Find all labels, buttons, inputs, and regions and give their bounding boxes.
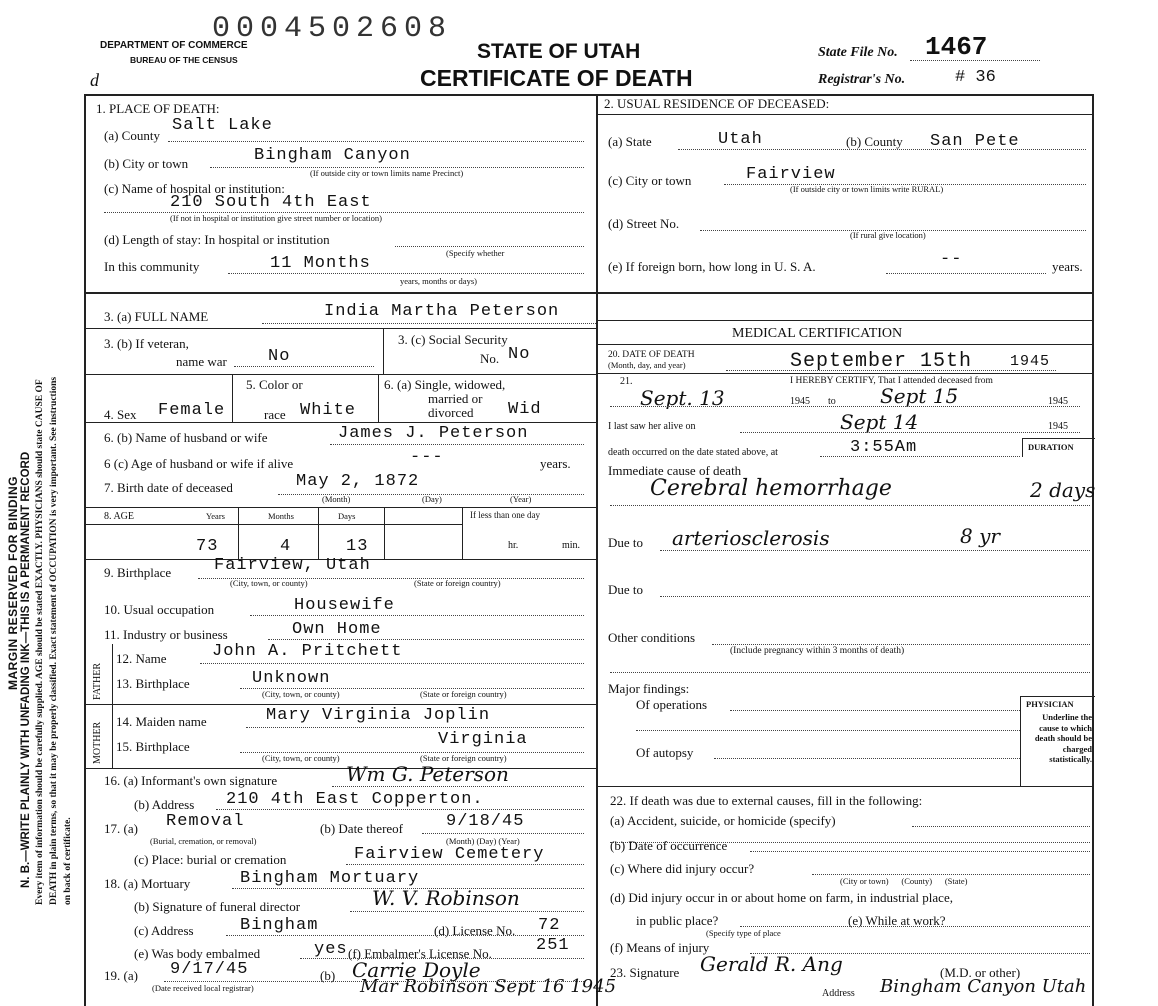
margin-binding: MARGIN RESERVED FOR BINDING [6,476,20,690]
spouse-age-label: 6 (c) Age of husband or wife if alive [104,456,294,471]
embalmer-value: 251 [536,936,570,955]
received-label: 19. (a) [104,968,138,983]
place-community-note: years, months or days) [400,276,477,286]
dod-note: (Month, day, and year) [608,360,686,370]
age-months: 4 [280,537,292,556]
immediate-duration: 2 days [1030,478,1096,502]
immediate-label: Immediate cause of death [608,463,742,478]
embalmer-label: (f) Embalmer's License No. [348,946,492,961]
state-title: STATE OF UTAH [477,40,641,63]
full-name: India Martha Peterson [324,302,560,321]
father-bp-note-1: (City, town, or county) [262,689,340,699]
removal-value: Removal [166,812,245,831]
place-specify: (Specify whether [446,248,505,258]
place-county-label: (a) County [104,128,160,143]
age-years-head: Years [206,511,225,521]
marital-label: 6. (a) Single, widowed, [384,377,506,392]
mother-name-label: 14. Maiden name [116,714,207,729]
war-label: name war [176,354,227,369]
age-lt-day: If less than one day [470,510,540,520]
due1-cause: arteriosclerosis [672,526,830,550]
race-value: White [300,401,357,420]
place-city: Bingham Canyon [254,146,411,165]
medical-heading: MEDICAL CERTIFICATION [732,326,903,341]
age-days-head: Days [338,511,356,521]
informant-address: 210 4th East Copperton. [226,790,484,809]
place-hospital-note: (If not in hospital or institution give street number or location) [170,213,382,223]
birth-year: (Year) [510,494,532,504]
serial-number: 0004502608 [212,12,453,46]
birthplace-label: 9. Birthplace [104,565,172,580]
bottom-address-label: Address [822,988,855,999]
margin-instructions: N. B.—WRITE PLAINLY WITH UNFADING INK—THIS IS A PERMANENT RECORD [20,451,32,888]
mother-label: MOTHER [92,721,103,764]
registrar-sig: Carrie Doyle [352,958,481,982]
ss-label: 3. (c) Social Security [398,332,508,347]
removal-date-note: (Month) (Day) (Year) [446,836,520,846]
mortuary-address-label: (c) Address [134,923,194,938]
due2-label: Due to [608,582,644,597]
director-label: (b) Signature of funeral director [134,899,301,914]
war-value: No [268,347,291,366]
age-hr: hr. [508,540,519,551]
director-sig: W. V. Robinson [372,886,520,910]
spouse-age-unit: years. [540,456,571,471]
father-bp: Unknown [252,669,331,688]
page-title: CERTIFICATE OF DEATH [420,65,693,91]
center-divider [596,94,598,1006]
bureau: BUREAU OF THE CENSUS [130,55,238,65]
state-file-value: 1467 [925,32,988,62]
physician-note: Underline the cause to which death should be charged statistically. [1034,712,1092,764]
registrar-value: # 36 [955,68,996,87]
father-name: John A. Pritchett [212,642,403,661]
license-label: (d) License No. [434,923,516,938]
marital-label-2: married or [428,391,483,406]
cert-to-label: to [828,396,836,407]
age-days: 13 [346,537,369,556]
ss-value: No [508,345,531,364]
age-years: 73 [196,537,219,556]
place-hospital-label: (c) Name of hospital or institution: [104,181,285,196]
removal-date-label: (b) Date thereof [320,821,404,836]
external-a: (a) Accident, suicide, or homicide (specify) [610,813,836,828]
burial-place: Fairview Cemetery [354,845,545,864]
cert-num: 21. [620,376,633,387]
registrar-sig-label: (b) [320,968,336,983]
residence-state-label: (a) State [608,134,652,149]
immediate-cause: Cerebral hemorrhage [650,476,892,501]
mother-bp-note-2: (State or foreign country) [420,753,507,763]
place-city-label: (b) City or town [104,156,189,171]
mother-bp-label: 15. Birthplace [116,739,190,754]
license-value: 72 [538,916,561,935]
autopsy-label: Of autopsy [636,745,694,760]
residence-state: Utah [718,130,763,149]
race-label: race [264,407,286,422]
birth-month: (Month) [322,494,351,504]
mortuary-address: Bingham [240,916,319,935]
external-d: (d) Did injury occur in or about home on farm, in industrial place, [610,890,953,905]
md-label: (M.D. or other) [940,965,1021,980]
sex-label: 4. Sex [104,407,137,422]
spouse-value: James J. Peterson [338,424,529,443]
removal-note: (Burial, cremation, or removal) [150,836,257,846]
birthplace-note-1: (City, town, or county) [230,578,308,588]
age-label: 8. AGE [104,511,134,522]
age-min: min. [562,540,581,551]
dod-value: September 15th [790,350,973,373]
major-label: Major findings: [608,681,690,696]
place-community-label: In this community [104,259,200,274]
due1-duration: 8 yr [960,524,1000,548]
informant-sig: Wm G. Peterson [346,762,509,786]
cert-to: Sept 15 [880,384,959,408]
residence-street-label: (d) Street No. [608,216,680,231]
residence-city: Fairview [746,165,836,184]
cert-saw: Sept 14 [840,410,919,434]
marital-value: Wid [508,400,542,419]
birthplace-value: Fairview, Utah [214,556,371,575]
residence-county: San Pete [930,132,1020,151]
place-stay-label: (d) Length of stay: In hospital or institution [104,232,330,247]
physician-heading: PHYSICIAN [1026,699,1074,709]
father-bp-note-2: (State or foreign country) [420,689,507,699]
veteran-label: 3. (b) If veteran, [104,336,189,351]
cert-saw-yr: 1945 [1048,421,1068,432]
age-months-head: Months [268,511,294,521]
physician-signature: Gerald R. Ang [700,952,843,976]
external-d2: in public place? [636,913,719,928]
residence-foreign: -- [940,250,963,269]
external-b: (b) Date of occurrence [610,838,728,853]
embalmed-value: yes [314,940,348,959]
external-d-note: (Specify type of place [706,928,781,938]
cert-from: Sept. 13 [640,386,725,410]
dod-year: 1945 [1010,353,1051,370]
external-f: (f) Means of injury [610,940,710,955]
informant-address-label: (b) Address [134,797,195,812]
operations-label: Of operations [636,697,708,712]
mortuary-label: 18. (a) Mortuary [104,876,191,891]
sex-value: Female [158,401,226,420]
spouse-label: 6. (b) Name of husband or wife [104,430,268,445]
embalmed-label: (e) Was body embalmed [134,946,261,961]
name-label: 3. (a) FULL NAME [104,309,209,324]
external-e: (e) While at work? [848,913,946,928]
residence-county-label: (b) County [846,134,903,149]
cert-to-yr: 1945 [1048,396,1068,407]
state-file-label: State File No. [818,45,898,60]
place-hospital: 210 South 4th East [170,193,372,212]
ss-no-label: No. [480,351,500,366]
burial-place-label: (c) Place: burial or cremation [134,852,287,867]
spouse-age: --- [410,448,444,467]
removal-label: 17. (a) [104,821,138,836]
birth-label: 7. Birth date of deceased [104,480,233,495]
cert-saw-label: I last saw her alive on [608,421,696,432]
residence-city-note: (If outside city or town limits write RURAL) [790,184,944,194]
external-heading: 22. If death was due to external causes, fill in the following: [610,793,923,808]
cert-from-yr: 1945 [790,396,810,407]
dod-label: 20. DATE OF DEATH [608,350,695,360]
informant-sig-label: 16. (a) Informant's own signature [104,773,278,788]
place-county: Salt Lake [172,116,273,135]
bottom-address: Bingham Canyon Utah [880,976,1087,997]
occupation-label: 10. Usual occupation [104,602,215,617]
external-c: (c) Where did injury occur? [610,861,755,876]
margin-note-3: on back of certificate. [63,817,73,905]
residence-street-note: (If rural give location) [850,230,926,240]
place-heading: 1. PLACE OF DEATH: [96,101,220,116]
father-name-label: 12. Name [116,651,167,666]
birthplace-note-2: (State or foreign country) [414,578,501,588]
other-label: Other conditions [608,630,696,645]
signature-label: 23. Signature [610,965,680,980]
residence-years: years. [1052,259,1083,274]
mother-bp-note-1: (City, town, or county) [262,753,340,763]
cert-time: 3:55Am [850,438,918,457]
due1-label: Due to [608,535,644,550]
cert-text: I HEREBY CERTIFY, That I attended deceased from [790,376,993,386]
occupation-value: Housewife [294,596,395,615]
removal-date: 9/18/45 [446,812,525,831]
place-city-note: (If outside city or town limits name Precinct) [310,168,464,178]
residence-city-label: (c) City or town [608,173,692,188]
other-note: (Include pregnancy within 3 months of death) [730,646,905,656]
residence-heading: 2. USUAL RESIDENCE OF DECEASED: [604,96,830,111]
father-bp-label: 13. Birthplace [116,676,190,691]
birth-day: (Day) [422,494,442,504]
state-file-line [910,60,1040,61]
cert-occurred: death occurred on the date stated above, at [608,447,778,458]
birth-value: May 2, 1872 [296,472,420,491]
received-date: 9/17/45 [170,960,249,979]
external-c-note: (City or town) (County) (State) [840,876,968,886]
margin-note-1: Every item of information should be carefully supplied. AGE should be stated EXACTLY. PHYSICIANS should state CAUSE OF [35,379,45,905]
father-label: FATHER [92,662,103,700]
industry-label: 11. Industry or business [104,627,228,642]
bottom-signature: Mar Robinson Sept 16 1945 [360,976,617,997]
department: DEPARTMENT OF COMMERCE [100,40,248,51]
place-community: 11 Months [270,254,371,273]
margin-note-2: DEATH in plain terms, so that it may be properly classified. Exact statement of OCCUPATION is very important. See instructions [49,376,59,905]
mother-name: Mary Virginia Joplin [266,706,491,725]
mortuary-value: Bingham Mortuary [240,869,420,888]
corner-mark: d [90,70,99,90]
marital-label-3: divorced [428,405,474,420]
mother-bp: Virginia [438,730,528,749]
industry-value: Own Home [292,620,382,639]
color-label: 5. Color or [246,377,303,392]
residence-foreign-label: (e) If foreign born, how long in U. S. A. [608,259,816,274]
received-note: (Date received local registrar) [152,983,254,993]
registrar-label: Registrar's No. [818,72,906,87]
duration-label: DURATION [1028,442,1074,452]
